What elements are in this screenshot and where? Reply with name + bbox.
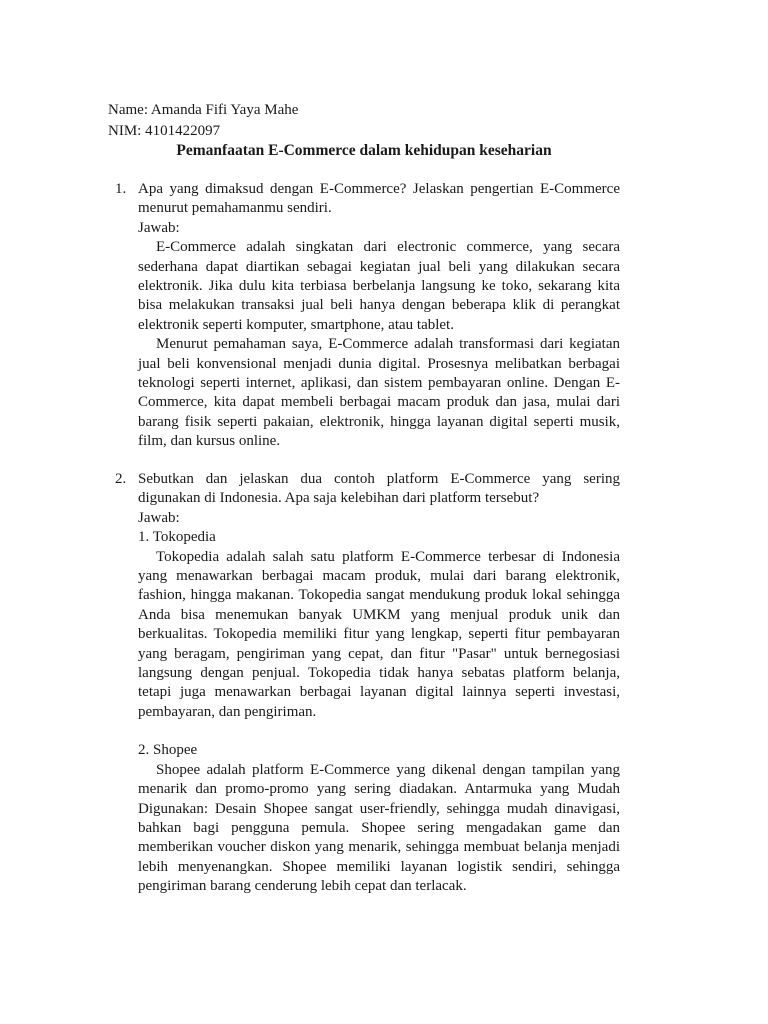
student-nim: NIM: 4101422097 xyxy=(108,122,221,139)
paragraph-spacer xyxy=(138,722,620,741)
platform-description: Shopee adalah platform E-Commerce yang dikenal dengan tampilan yang menarik dan promo-promo yang sering diadakan. Antarmuka yang Mudah Digunakan: Desain Shopee sangat user-friendly, sehingga mudah dinavigasi, bahkan bagi pengguna pemula. Shopee sering mengadakan game dan memberikan voucher diskon yang menarik, sehingga membuat belanja menjadi lebih menyenangkan. Shopee memiliki layanan logistik sendiri, sehingga pengiriman barang cenderung lebih cepat dan terlacak. xyxy=(138,761,620,895)
question-text: Sebutkan dan jelaskan dua contoh platform E-Commerce yang sering digunakan di Indonesia. Apa saja kelebihan dari platform tersebut? xyxy=(138,471,620,507)
student-name: Name: Amanda Fifi Yaya Mahe xyxy=(108,102,299,118)
question-number: 1. xyxy=(115,181,127,197)
document-title: Pemanfaatan E-Commerce dalam kehidupan keseharian xyxy=(176,142,552,159)
answer-paragraph: Menurut pemahaman saya, E-Commerce adalah transformasi dari kegiatan jual beli konvensional menjadi dunia digital. Prosesnya melibatkan berbagai teknologi seperti internet, aplikasi, dan sistem pembayaran online. Dengan E-Commerce, kita dapat membeli berbagai macam produk dan jasa, mulai dari barang fisik seperti pakaian, elektronik, hingga layanan digital seperti musik, film, dan kursus online. xyxy=(138,336,620,450)
student-info xyxy=(108,100,628,141)
answer-label: Jawab: xyxy=(138,509,180,526)
question-number: 2. xyxy=(115,471,127,487)
question-2 xyxy=(108,470,620,897)
question-text: Apa yang dimaksud dengan E-Commerce? Jelaskan pengertian E-Commerce menurut pemahamanmu sendiri. xyxy=(138,181,620,217)
platform-description: Tokopedia adalah salah satu platform E-Commerce terbesar di Indonesia yang menawarkan berbagai macam produk, mulai dari barang elektronik, fashion, hingga makanan. Tokopedia sangat mendukung produk lokal sehingga Anda bisa menemukan banyak UMKM yang menjual produk unik dan berkualitas. Tokopedia memiliki fitur yang lengkap, seperti fitur pembayaran yang beragam, pengiriman yang cepat, dan fitur "Pasar" untuk bernegosiasi langsung dengan penjual. Tokopedia tidak hanya sebatas platform belanja, tetapi juga menawarkan berbagai layanan digital lainnya seperti investasi, pembayaran, dan pengiriman. xyxy=(138,548,620,720)
answer-paragraph: E-Commerce adalah singkatan dari electronic commerce, yang secara sederhana dapat diartikan sebagai kegiatan jual beli yang dilakukan secara elektronik. Jika dulu kita terbiasa berbelanja langsung ke toko, sekarang kita bisa melakukan transaksi jual beli hanya dengan beberapa klik di perangkat elektronik seperti komputer, smartphone, atau tablet. xyxy=(138,239,620,333)
platform-heading: 1. Tokopedia xyxy=(138,529,216,546)
question-1 xyxy=(108,180,620,452)
platform-heading: 2. Shopee xyxy=(138,742,198,759)
answer-label: Jawab: xyxy=(138,219,180,236)
